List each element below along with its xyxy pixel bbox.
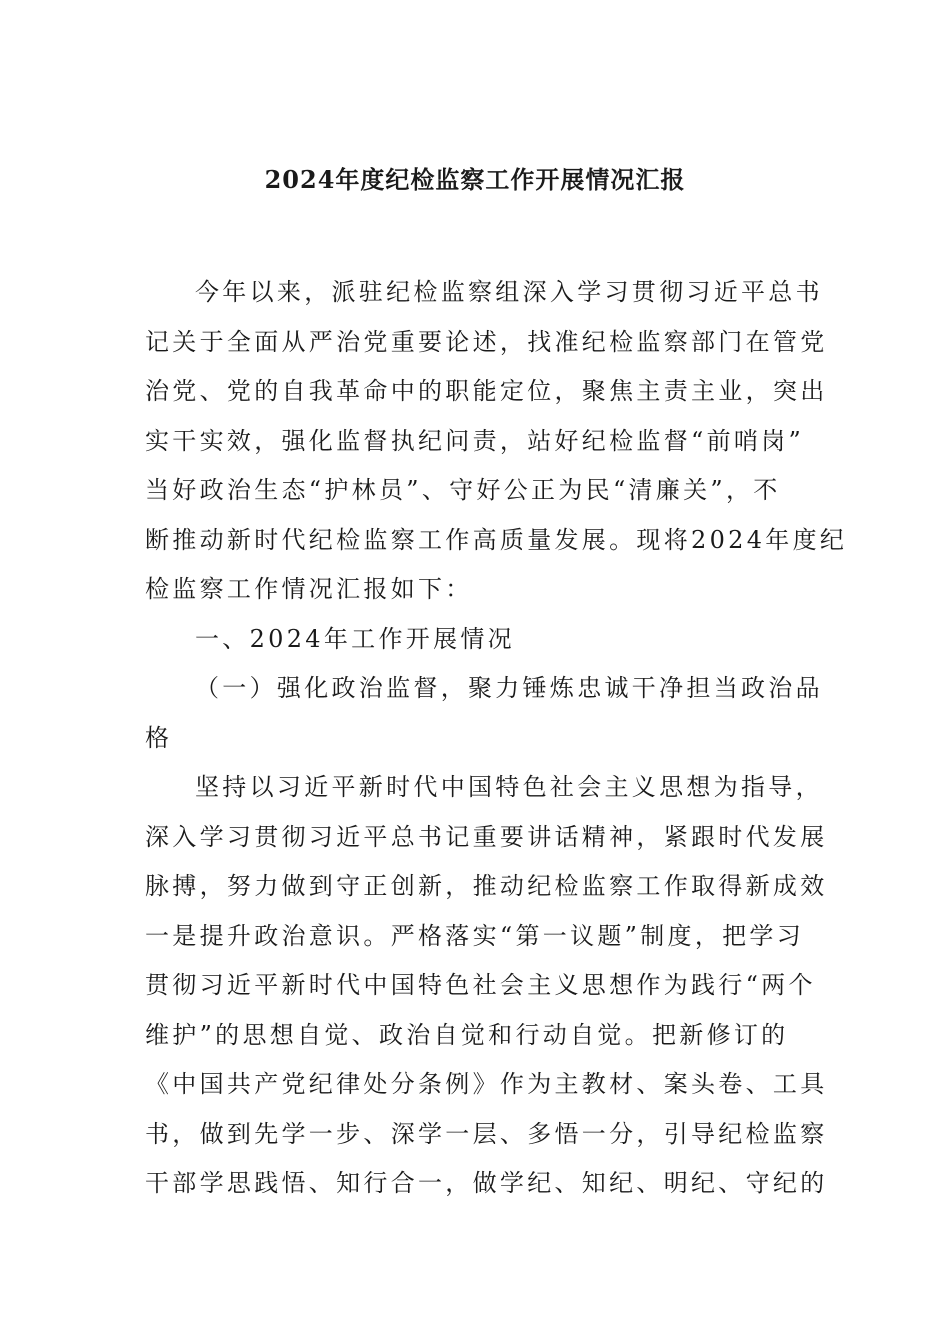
paragraph-body-line: 干部学思践悟、知行合一，做学纪、知纪、明纪、守纪的 xyxy=(145,1169,828,1197)
paragraph-intro-line: 治党、党的自我革命中的职能定位，聚焦主责主业，突出 xyxy=(145,377,828,405)
paragraph-body-line: 脉搏，努力做到守正创新，推动纪检监察工作取得新成效 xyxy=(145,872,828,900)
paragraph-intro-line: 当好政治生态“护林员”、守好公正为民“清廉关”，不 xyxy=(145,476,781,504)
paragraph-body-line: 书，做到先学一步、深学一层、多悟一分，引导纪检监察 xyxy=(145,1119,828,1148)
paragraph-intro-line: 检监察工作情况汇报如下： xyxy=(145,575,473,603)
subsection-heading-line: （一）强化政治监督，聚力锤炼忠诚干净担当政治品 xyxy=(195,674,823,702)
paragraph-body-line: 维护”的思想自觉、政治自觉和行动自觉。把新修订的 xyxy=(145,1020,789,1049)
paragraph-body-line: 坚持以习近平新时代中国特色社会主义思想为指导， xyxy=(195,773,823,801)
paragraph-intro-line: 今年以来，派驻纪检监察组深入学习贯彻习近平总书 xyxy=(195,278,823,306)
document-body xyxy=(145,268,848,1209)
paragraph-intro-line: 断推动新时代纪检监察工作高质量发展。现将2024年度纪 xyxy=(145,525,848,554)
paragraph-body-line: 《中国共产党纪律处分条例》作为主教材、案头卷、工具 xyxy=(145,1070,828,1098)
paragraph-body-line: 贯彻习近平新时代中国特色社会主义思想作为践行“两个 xyxy=(145,971,816,999)
subsection-heading-line: 格 xyxy=(145,723,173,752)
paragraph-intro-line: 实干实效，强化监督执纪问责，站好纪检监督“前哨岗” xyxy=(145,426,805,455)
paragraph-intro-line: 记关于全面从严治党重要论述，找准纪检监察部门在管党 xyxy=(145,327,828,356)
document-title: 2024年度纪检监察工作开展情况汇报 xyxy=(264,165,686,194)
paragraph-body-line: 深入学习贯彻习近平总书记重要讲话精神，紧跟时代发展 xyxy=(145,822,828,851)
section-heading: 一、2024年工作开展情况 xyxy=(195,624,515,653)
paragraph-body-line: 一是提升政治意识。严格落实“第一议题”制度，把学习 xyxy=(145,921,805,950)
